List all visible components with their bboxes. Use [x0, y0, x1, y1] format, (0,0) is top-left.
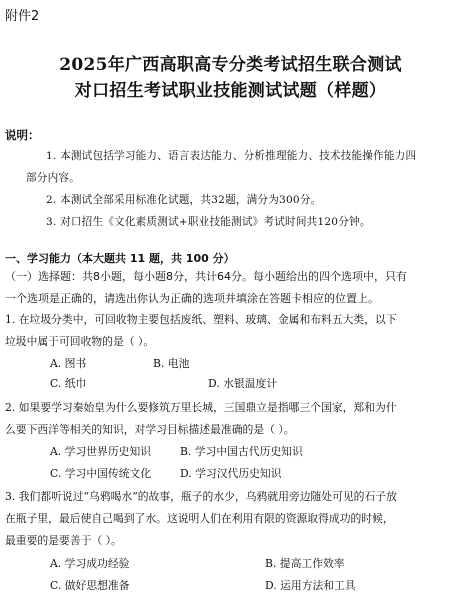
question-1-line2: 垃圾中属于可回收物的是（ ）。	[5, 335, 155, 348]
section-1-heading: 一、学习能力（本大题共 11 题，共 100 分）	[5, 252, 235, 265]
question-2-line2: 么要下西洋等相关的知识，对学习目标描述最准确的是（ ）。	[5, 423, 295, 436]
question-3-option-b: B. 提高工作效率	[265, 557, 345, 570]
question-2-option-d: D. 学习汉代历史知识	[180, 467, 282, 480]
question-3-option-a: A. 学习成功经验	[50, 557, 130, 570]
note-item-2: 2. 本测试全部采用标准化试题，共32题，满分为300分。	[46, 194, 322, 206]
question-2-option-a: A. 学习世界历史知识	[50, 445, 152, 458]
question-1-option-d: D. 水银温度计	[208, 377, 278, 390]
question-3-line1: 3. 我们都听说过“乌鸦喝水”的故事，瓶子的水少，乌鸦就用旁边随处可见的石子放	[5, 490, 397, 503]
question-2-line1: 2. 如果要学习秦始皇为什么要修筑万里长城，三国鼎立是指哪三个国家，郑和为什	[5, 401, 397, 414]
question-1-option-b: B. 电池	[153, 357, 190, 370]
document-title-line2: 对口招生考试职业技能测试试题（样题）	[74, 81, 387, 101]
section-1-instructions: （一）选择题：共8小题，每小题8分，共计64分。每小题给出的四个选项中，只有	[5, 270, 407, 283]
question-2-option-c: C. 学习中国传统文化	[50, 467, 152, 480]
question-3-option-d: D. 运用方法和工具	[265, 579, 356, 592]
question-1-line1: 1. 在垃圾分类中，可回收物主要包括废纸、塑料、玻璃、金属和布料五大类，以下	[5, 313, 397, 326]
note-item-1: 1. 本测试包括学习能力、语言表达能力、分析推理能力、技术技能操作能力四	[46, 150, 417, 162]
section-1-instructions-cont: 一个选项是正确的，请选出你认为正确的选项并填涂在答题卡相应的位置上。	[5, 292, 379, 305]
question-3-line3: 最重要的是要善于（ ）。	[5, 534, 122, 547]
note-item-1-cont: 部分内容。	[26, 172, 80, 184]
question-2-option-b: B. 学习中国古代历史知识	[180, 445, 303, 458]
document-title-line1: 2025年广西高职高专分类考试招生联合测试	[59, 55, 402, 75]
attachment-label: 附件2	[5, 9, 40, 24]
question-1-option-a: A. 图书	[50, 357, 87, 370]
question-1-option-c: C. 纸巾	[50, 377, 87, 390]
question-3-option-c: C. 做好思想准备	[50, 579, 130, 592]
question-3-line2: 在瓶子里，最后使自己喝到了水。这说明人们在利用有限的资源取得成功的时候，	[5, 512, 394, 525]
notes-heading: 说明：	[5, 128, 40, 142]
note-item-3: 3. 对口招生《文化素质测试+职业技能测试》考试时间共120分钟。	[46, 216, 371, 228]
